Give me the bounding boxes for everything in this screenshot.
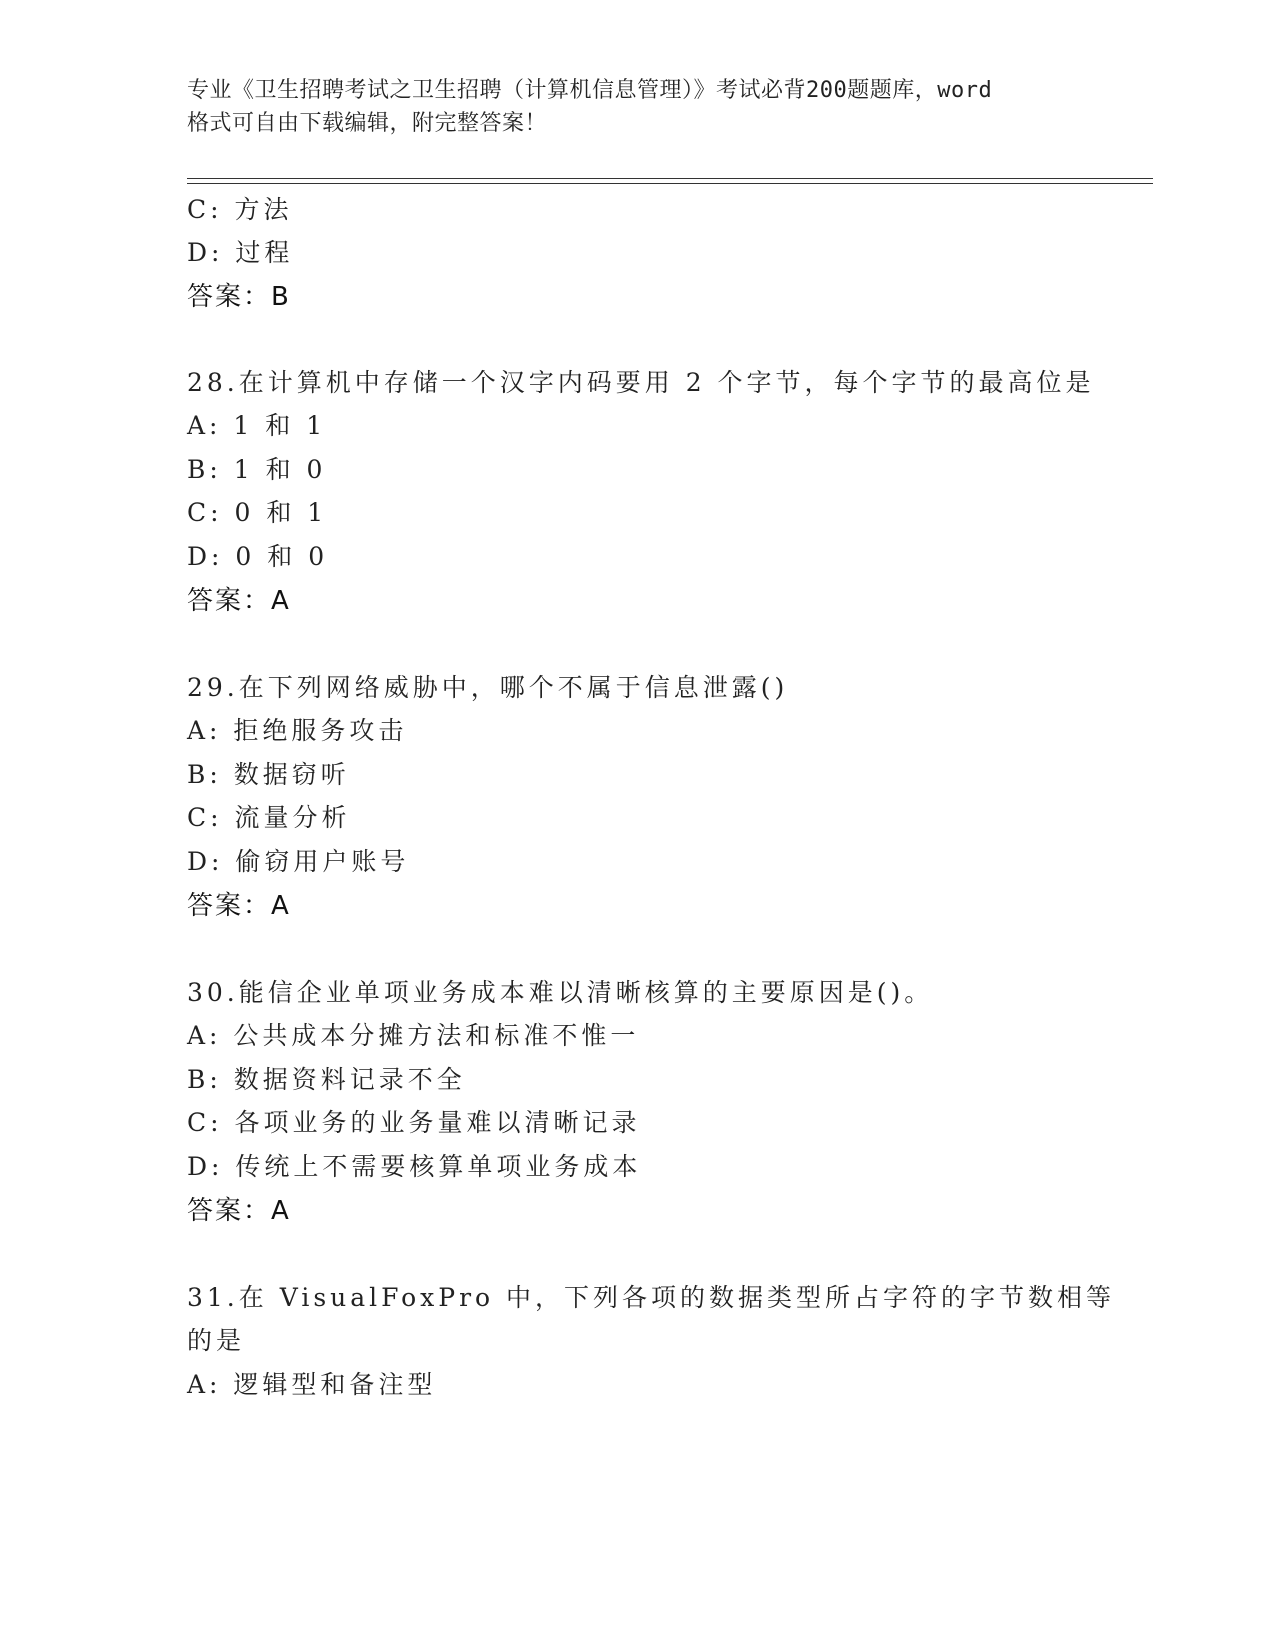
document-header — [187, 74, 1087, 140]
question-31-option-a: A: 逻辑型和备注型 — [187, 1370, 437, 1399]
question-29-option-d: D: 偷窃用户账号 — [187, 847, 410, 876]
question-29-answer: 答案：A — [187, 891, 291, 921]
question-28-option-a: A: 1 和 1 — [187, 411, 327, 440]
header-line-2: 格式可自由下载编辑，附完整答案！ — [187, 111, 548, 136]
question-28-option-c: C: 0 和 1 — [187, 498, 328, 527]
header-divider-bottom — [187, 183, 1153, 184]
question-30-stem: 30.能信企业单项业务成本难以清晰核算的主要原因是()。 — [187, 978, 934, 1007]
question-29-option-c: C: 流量分析 — [187, 803, 351, 832]
header-divider-top — [187, 178, 1153, 179]
question-31-stem-line-1: 31.在 VisualFoxPro 中，下列各项的数据类型所占字符的字节数相等 — [187, 1283, 1116, 1312]
header-line-1: 专业《卫生招聘考试之卫生招聘（计算机信息管理）》考试必背200题题库，word — [187, 78, 993, 103]
question-28-option-b: B: 1 和 0 — [187, 455, 327, 484]
prev-option-c: C: 方法 — [187, 195, 293, 224]
question-28-stem: 28.在计算机中存储一个汉字内码要用 2 个字节，每个字节的最高位是 — [187, 368, 1095, 397]
question-30-option-a: A: 公共成本分摊方法和标准不惟一 — [187, 1021, 640, 1050]
prev-option-d: D: 过程 — [187, 238, 294, 267]
prev-answer: 答案：B — [187, 282, 291, 312]
question-29-option-a: A: 拒绝服务攻击 — [187, 716, 408, 745]
question-29-stem: 29.在下列网络威胁中，哪个不属于信息泄露() — [187, 673, 789, 702]
question-30-answer: 答案：A — [187, 1196, 291, 1226]
question-28-option-d: D: 0 和 0 — [187, 542, 329, 571]
question-30-option-c: C: 各项业务的业务量难以清晰记录 — [187, 1108, 641, 1137]
question-30-option-d: D: 传统上不需要核算单项业务成本 — [187, 1152, 642, 1181]
question-31-stem-line-2: 的是 — [187, 1326, 246, 1355]
question-28-answer: 答案：A — [187, 586, 291, 616]
question-30-option-b: B: 数据资料记录不全 — [187, 1065, 466, 1094]
question-29-option-b: B: 数据窃听 — [187, 760, 350, 789]
